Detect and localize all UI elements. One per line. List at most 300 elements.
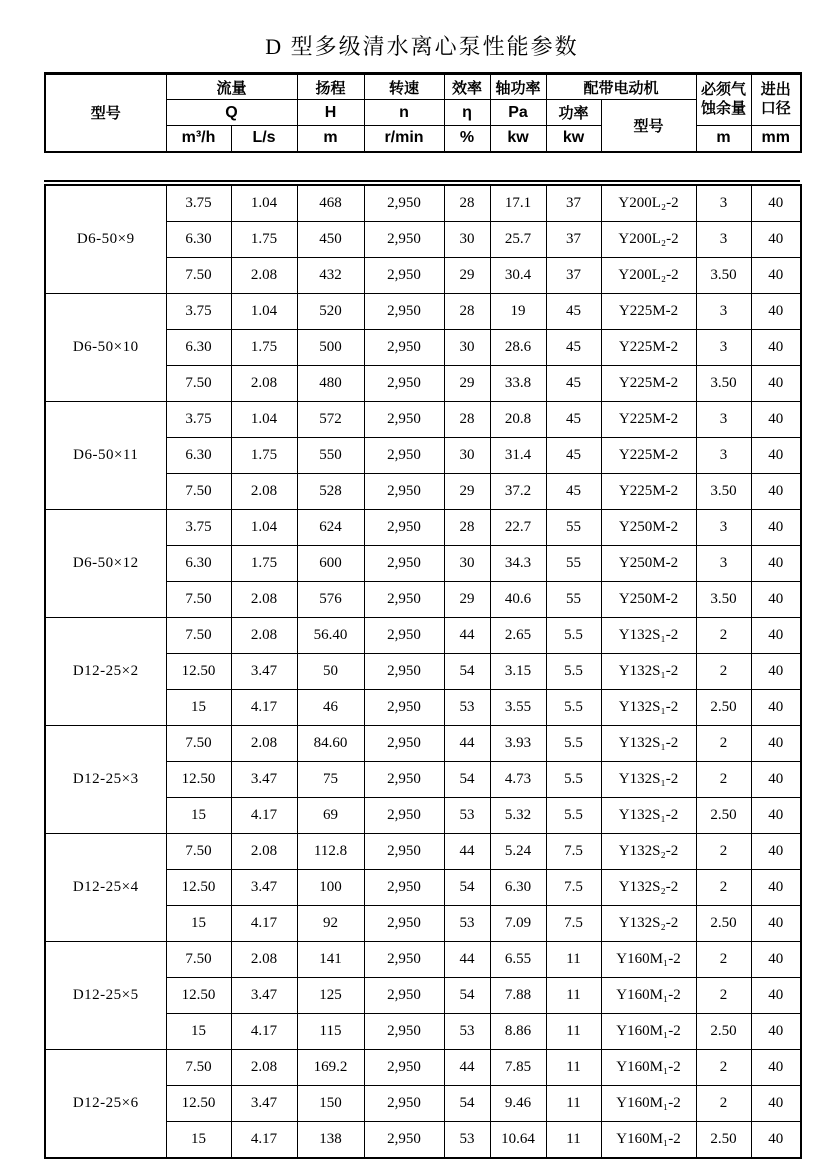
npsh-cell: 2 xyxy=(696,653,751,689)
efficiency-cell: 53 xyxy=(444,797,490,833)
shaft-power-cell: 31.4 xyxy=(490,437,546,473)
efficiency-cell: 53 xyxy=(444,1121,490,1158)
port-cell: 40 xyxy=(751,581,801,617)
table-row xyxy=(45,725,801,761)
flow-m3h-cell: 15 xyxy=(166,797,231,833)
speed-cell: 2,950 xyxy=(364,1121,444,1158)
flow-ls-cell: 1.04 xyxy=(231,401,297,437)
flow-ls-cell: 2.08 xyxy=(231,725,297,761)
port-cell: 40 xyxy=(751,473,801,509)
npsh-cell: 3.50 xyxy=(696,473,751,509)
port-cell: 40 xyxy=(751,941,801,977)
port-cell: 40 xyxy=(751,509,801,545)
motor-power-cell: 37 xyxy=(546,221,601,257)
efficiency-cell: 28 xyxy=(444,185,490,222)
shaft-power-cell: 4.73 xyxy=(490,761,546,797)
pump-model-cell: D12-25×6 xyxy=(45,1049,166,1158)
table-row xyxy=(45,401,801,437)
efficiency-cell: 30 xyxy=(444,221,490,257)
table-row xyxy=(45,941,801,977)
head-cell: 520 xyxy=(297,293,364,329)
col-header-pump-model: 型号 xyxy=(45,74,166,152)
head-cell: 624 xyxy=(297,509,364,545)
port-cell: 40 xyxy=(751,545,801,581)
flow-ls-cell: 1.75 xyxy=(231,329,297,365)
flow-ls-cell: 2.08 xyxy=(231,581,297,617)
motor-power-cell: 45 xyxy=(546,401,601,437)
flow-m3h-cell: 3.75 xyxy=(166,293,231,329)
shaft-power-cell: 25.7 xyxy=(490,221,546,257)
npsh-cell: 2.50 xyxy=(696,797,751,833)
spec-table-body xyxy=(44,184,802,1159)
head-cell: 138 xyxy=(297,1121,364,1158)
head-cell: 572 xyxy=(297,401,364,437)
speed-cell: 2,950 xyxy=(364,725,444,761)
flow-ls-cell: 3.47 xyxy=(231,1085,297,1121)
flow-m3h-cell: 15 xyxy=(166,689,231,725)
flow-m3h-cell: 12.50 xyxy=(166,869,231,905)
head-cell: 480 xyxy=(297,365,364,401)
speed-symbol: n xyxy=(364,100,444,126)
shaft-power-cell: 6.30 xyxy=(490,869,546,905)
speed-cell: 2,950 xyxy=(364,761,444,797)
efficiency-unit: % xyxy=(444,126,490,152)
flow-ls-cell: 2.08 xyxy=(231,941,297,977)
motor-power-cell: 45 xyxy=(546,437,601,473)
efficiency-cell: 30 xyxy=(444,437,490,473)
flow-m3h-cell: 3.75 xyxy=(166,509,231,545)
table-row xyxy=(45,1049,801,1085)
speed-cell: 2,950 xyxy=(364,617,444,653)
npsh-cell: 3.50 xyxy=(696,365,751,401)
port-cell: 40 xyxy=(751,797,801,833)
npsh-cell: 2 xyxy=(696,977,751,1013)
motor-power-cell: 11 xyxy=(546,977,601,1013)
port-label-line2: 口径 xyxy=(760,100,791,117)
flow-m3h-cell: 7.50 xyxy=(166,581,231,617)
col-header-npsh xyxy=(696,74,751,126)
motor-power-cell: 11 xyxy=(546,1121,601,1158)
speed-cell: 2,950 xyxy=(364,941,444,977)
npsh-cell: 2 xyxy=(696,1085,751,1121)
efficiency-cell: 53 xyxy=(444,1013,490,1049)
npsh-cell: 3.50 xyxy=(696,581,751,617)
motor-power-cell: 5.5 xyxy=(546,689,601,725)
port-cell: 40 xyxy=(751,221,801,257)
npsh-unit: m xyxy=(696,126,751,152)
motor-model-cell: Y250M-2 xyxy=(601,545,696,581)
flow-m3h-cell: 7.50 xyxy=(166,473,231,509)
port-cell: 40 xyxy=(751,869,801,905)
efficiency-cell: 44 xyxy=(444,833,490,869)
npsh-label-line1: 必须气 xyxy=(701,81,747,99)
motor-model-cell: Y200L₂-2 xyxy=(601,221,696,257)
flow-ls-cell: 4.17 xyxy=(231,797,297,833)
page-title: D 型多级清水离心泵性能参数 xyxy=(265,34,579,59)
port-cell: 40 xyxy=(751,329,801,365)
motor-model-cell: Y160M₁-2 xyxy=(601,1121,696,1158)
table-row xyxy=(45,833,801,869)
npsh-cell: 2 xyxy=(696,941,751,977)
flow-ls-cell: 3.47 xyxy=(231,977,297,1013)
col-header-shaft-power: 轴功率 xyxy=(490,74,546,100)
flow-m3h-cell: 12.50 xyxy=(166,977,231,1013)
port-cell: 40 xyxy=(751,905,801,941)
flow-ls-cell: 4.17 xyxy=(231,689,297,725)
motor-power-cell: 55 xyxy=(546,545,601,581)
npsh-cell: 2 xyxy=(696,1049,751,1085)
npsh-cell: 3 xyxy=(696,221,751,257)
flow-ls-cell: 4.17 xyxy=(231,905,297,941)
flow-m3h-cell: 6.30 xyxy=(166,221,231,257)
flow-ls-cell: 2.08 xyxy=(231,617,297,653)
port-cell: 40 xyxy=(751,401,801,437)
efficiency-cell: 29 xyxy=(444,473,490,509)
port-cell: 40 xyxy=(751,365,801,401)
head-cell: 92 xyxy=(297,905,364,941)
speed-cell: 2,950 xyxy=(364,473,444,509)
head-cell: 150 xyxy=(297,1085,364,1121)
head-cell: 600 xyxy=(297,545,364,581)
motor-model-cell: Y132S₁-2 xyxy=(601,617,696,653)
pump-model-cell: D6-50×9 xyxy=(45,185,166,294)
shaft-power-cell: 34.3 xyxy=(490,545,546,581)
head-cell: 169.2 xyxy=(297,1049,364,1085)
motor-model-cell: Y132S₁-2 xyxy=(601,797,696,833)
motor-model-cell: Y225M-2 xyxy=(601,473,696,509)
efficiency-cell: 44 xyxy=(444,941,490,977)
flow-ls-cell: 3.47 xyxy=(231,869,297,905)
speed-cell: 2,950 xyxy=(364,437,444,473)
npsh-cell: 3 xyxy=(696,329,751,365)
flow-unit-m3h: m³/h xyxy=(166,126,231,152)
npsh-cell: 2.50 xyxy=(696,905,751,941)
npsh-cell: 3 xyxy=(696,185,751,222)
speed-cell: 2,950 xyxy=(364,905,444,941)
flow-ls-cell: 4.17 xyxy=(231,1013,297,1049)
flow-ls-cell: 1.04 xyxy=(231,293,297,329)
flow-m3h-cell: 15 xyxy=(166,1121,231,1158)
speed-cell: 2,950 xyxy=(364,221,444,257)
shaft-power-cell: 19 xyxy=(490,293,546,329)
flow-m3h-cell: 7.50 xyxy=(166,257,231,293)
motor-model-cell: Y250M-2 xyxy=(601,581,696,617)
spec-table-header xyxy=(44,72,802,153)
motor-model-cell: Y132S₁-2 xyxy=(601,653,696,689)
efficiency-cell: 44 xyxy=(444,725,490,761)
table-row xyxy=(45,509,801,545)
motor-model-cell: Y132S₁-2 xyxy=(601,761,696,797)
npsh-cell: 3 xyxy=(696,509,751,545)
flow-m3h-cell: 7.50 xyxy=(166,725,231,761)
motor-power-cell: 7.5 xyxy=(546,869,601,905)
motor-power-cell: 5.5 xyxy=(546,761,601,797)
shaft-power-cell: 33.8 xyxy=(490,365,546,401)
motor-power-cell: 45 xyxy=(546,329,601,365)
table-row xyxy=(45,185,801,222)
flow-m3h-cell: 7.50 xyxy=(166,833,231,869)
npsh-cell: 3 xyxy=(696,545,751,581)
header-row-labels xyxy=(45,74,801,100)
motor-power-unit: kw xyxy=(546,126,601,152)
port-cell: 40 xyxy=(751,617,801,653)
shaft-power-cell: 10.64 xyxy=(490,1121,546,1158)
flow-ls-cell: 2.08 xyxy=(231,473,297,509)
shaft-power-cell: 37.2 xyxy=(490,473,546,509)
motor-power-cell: 45 xyxy=(546,293,601,329)
efficiency-cell: 29 xyxy=(444,257,490,293)
flow-ls-cell: 2.08 xyxy=(231,257,297,293)
efficiency-cell: 29 xyxy=(444,365,490,401)
port-cell: 40 xyxy=(751,437,801,473)
speed-cell: 2,950 xyxy=(364,329,444,365)
col-header-efficiency: 效率 xyxy=(444,74,490,100)
shaft-power-cell: 22.7 xyxy=(490,509,546,545)
shaft-power-cell: 3.93 xyxy=(490,725,546,761)
shaft-power-cell: 6.55 xyxy=(490,941,546,977)
motor-model-cell: Y160M₁-2 xyxy=(601,977,696,1013)
head-unit: m xyxy=(297,126,364,152)
motor-power-cell: 11 xyxy=(546,1049,601,1085)
flow-m3h-cell: 15 xyxy=(166,1013,231,1049)
shaft-power-cell: 20.8 xyxy=(490,401,546,437)
speed-cell: 2,950 xyxy=(364,1085,444,1121)
npsh-cell: 3 xyxy=(696,437,751,473)
motor-power-cell: 7.5 xyxy=(546,833,601,869)
flow-m3h-cell: 7.50 xyxy=(166,941,231,977)
speed-cell: 2,950 xyxy=(364,797,444,833)
port-cell: 40 xyxy=(751,689,801,725)
flow-ls-cell: 1.04 xyxy=(231,509,297,545)
flow-m3h-cell: 12.50 xyxy=(166,653,231,689)
head-cell: 432 xyxy=(297,257,364,293)
npsh-cell: 2.50 xyxy=(696,1121,751,1158)
speed-cell: 2,950 xyxy=(364,977,444,1013)
speed-cell: 2,950 xyxy=(364,293,444,329)
flow-symbol: Q xyxy=(166,100,297,126)
head-cell: 528 xyxy=(297,473,364,509)
motor-model-cell: Y200L₂-2 xyxy=(601,257,696,293)
table-row xyxy=(45,617,801,653)
flow-ls-cell: 3.47 xyxy=(231,653,297,689)
head-cell: 50 xyxy=(297,653,364,689)
motor-model-cell: Y160M₁-2 xyxy=(601,941,696,977)
flow-ls-cell: 2.08 xyxy=(231,1049,297,1085)
flow-ls-cell: 1.75 xyxy=(231,437,297,473)
head-cell: 56.40 xyxy=(297,617,364,653)
motor-power-cell: 5.5 xyxy=(546,797,601,833)
motor-model-cell: Y225M-2 xyxy=(601,401,696,437)
flow-m3h-cell: 12.50 xyxy=(166,761,231,797)
shaft-power-unit: kw xyxy=(490,126,546,152)
efficiency-cell: 30 xyxy=(444,329,490,365)
speed-cell: 2,950 xyxy=(364,689,444,725)
motor-model-cell: Y160M₁-2 xyxy=(601,1049,696,1085)
shaft-power-cell: 3.55 xyxy=(490,689,546,725)
port-cell: 40 xyxy=(751,1013,801,1049)
flow-m3h-cell: 3.75 xyxy=(166,185,231,222)
efficiency-cell: 54 xyxy=(444,653,490,689)
npsh-cell: 2 xyxy=(696,617,751,653)
flow-m3h-cell: 7.50 xyxy=(166,365,231,401)
npsh-cell: 2 xyxy=(696,761,751,797)
flow-m3h-cell: 15 xyxy=(166,905,231,941)
motor-power-cell: 37 xyxy=(546,257,601,293)
speed-cell: 2,950 xyxy=(364,257,444,293)
speed-cell: 2,950 xyxy=(364,185,444,222)
npsh-cell: 2 xyxy=(696,869,751,905)
pump-model-cell: D6-50×12 xyxy=(45,509,166,617)
flow-ls-cell: 1.75 xyxy=(231,221,297,257)
motor-model-cell: Y200L₂-2 xyxy=(601,185,696,222)
flow-ls-cell: 4.17 xyxy=(231,1121,297,1158)
motor-power-cell: 7.5 xyxy=(546,905,601,941)
motor-power-cell: 11 xyxy=(546,941,601,977)
head-cell: 450 xyxy=(297,221,364,257)
motor-model-cell: Y160M₁-2 xyxy=(601,1013,696,1049)
flow-unit-ls: L/s xyxy=(231,126,297,152)
pump-model-cell: D12-25×3 xyxy=(45,725,166,833)
pump-model-cell: D6-50×11 xyxy=(45,401,166,509)
shaft-power-cell: 8.86 xyxy=(490,1013,546,1049)
efficiency-cell: 29 xyxy=(444,581,490,617)
head-cell: 125 xyxy=(297,977,364,1013)
head-cell: 75 xyxy=(297,761,364,797)
motor-power-cell: 55 xyxy=(546,509,601,545)
npsh-cell: 2.50 xyxy=(696,689,751,725)
shaft-power-cell: 5.24 xyxy=(490,833,546,869)
port-cell: 40 xyxy=(751,1049,801,1085)
speed-cell: 2,950 xyxy=(364,869,444,905)
speed-cell: 2,950 xyxy=(364,1013,444,1049)
shaft-power-cell: 3.15 xyxy=(490,653,546,689)
shaft-power-cell: 7.88 xyxy=(490,977,546,1013)
efficiency-cell: 28 xyxy=(444,293,490,329)
port-cell: 40 xyxy=(751,725,801,761)
flow-m3h-cell: 7.50 xyxy=(166,1049,231,1085)
shaft-power-cell: 30.4 xyxy=(490,257,546,293)
head-cell: 46 xyxy=(297,689,364,725)
npsh-label-line2: 蚀余量 xyxy=(701,100,747,117)
motor-model-label: 型号 xyxy=(601,100,696,152)
flow-m3h-cell: 6.30 xyxy=(166,437,231,473)
motor-power-label: 功率 xyxy=(546,100,601,126)
efficiency-cell: 54 xyxy=(444,977,490,1013)
flow-ls-cell: 2.08 xyxy=(231,833,297,869)
col-header-motor: 配带电动机 xyxy=(546,74,696,100)
flow-m3h-cell: 6.30 xyxy=(166,545,231,581)
head-cell: 112.8 xyxy=(297,833,364,869)
col-header-port xyxy=(751,74,801,126)
port-cell: 40 xyxy=(751,257,801,293)
motor-model-cell: Y225M-2 xyxy=(601,365,696,401)
motor-power-cell: 5.5 xyxy=(546,725,601,761)
shaft-power-cell: 28.6 xyxy=(490,329,546,365)
flow-ls-cell: 1.75 xyxy=(231,545,297,581)
shaft-power-symbol: Pa xyxy=(490,100,546,126)
shaft-power-cell: 40.6 xyxy=(490,581,546,617)
motor-model-cell: Y250M-2 xyxy=(601,509,696,545)
efficiency-cell: 54 xyxy=(444,761,490,797)
motor-model-cell: Y132S₂-2 xyxy=(601,905,696,941)
motor-model-cell: Y225M-2 xyxy=(601,293,696,329)
speed-unit: r/min xyxy=(364,126,444,152)
port-cell: 40 xyxy=(751,761,801,797)
pump-model-cell: D6-50×10 xyxy=(45,293,166,401)
col-header-flow: 流量 xyxy=(166,74,297,100)
speed-cell: 2,950 xyxy=(364,545,444,581)
motor-power-cell: 5.5 xyxy=(546,617,601,653)
port-cell: 40 xyxy=(751,977,801,1013)
npsh-cell: 3 xyxy=(696,401,751,437)
head-cell: 468 xyxy=(297,185,364,222)
port-unit: mm xyxy=(751,126,801,152)
motor-model-cell: Y132S₂-2 xyxy=(601,869,696,905)
shaft-power-cell: 7.85 xyxy=(490,1049,546,1085)
head-cell: 550 xyxy=(297,437,364,473)
head-cell: 115 xyxy=(297,1013,364,1049)
flow-m3h-cell: 3.75 xyxy=(166,401,231,437)
shaft-power-cell: 5.32 xyxy=(490,797,546,833)
port-cell: 40 xyxy=(751,185,801,222)
head-cell: 84.60 xyxy=(297,725,364,761)
head-cell: 500 xyxy=(297,329,364,365)
pump-table-body xyxy=(45,185,801,1158)
npsh-cell: 2.50 xyxy=(696,1013,751,1049)
efficiency-symbol: η xyxy=(444,100,490,126)
motor-model-cell: Y225M-2 xyxy=(601,437,696,473)
shaft-power-cell: 17.1 xyxy=(490,185,546,222)
npsh-cell: 3 xyxy=(696,293,751,329)
efficiency-cell: 53 xyxy=(444,689,490,725)
speed-cell: 2,950 xyxy=(364,509,444,545)
speed-cell: 2,950 xyxy=(364,365,444,401)
shaft-power-cell: 7.09 xyxy=(490,905,546,941)
efficiency-cell: 53 xyxy=(444,905,490,941)
motor-model-cell: Y132S₁-2 xyxy=(601,725,696,761)
speed-cell: 2,950 xyxy=(364,581,444,617)
motor-model-cell: Y132S₂-2 xyxy=(601,833,696,869)
efficiency-cell: 28 xyxy=(444,401,490,437)
shaft-power-cell: 9.46 xyxy=(490,1085,546,1121)
head-symbol: H xyxy=(297,100,364,126)
flow-ls-cell: 2.08 xyxy=(231,365,297,401)
port-cell: 40 xyxy=(751,653,801,689)
efficiency-cell: 44 xyxy=(444,617,490,653)
head-cell: 576 xyxy=(297,581,364,617)
head-cell: 141 xyxy=(297,941,364,977)
motor-power-cell: 11 xyxy=(546,1013,601,1049)
speed-cell: 2,950 xyxy=(364,401,444,437)
efficiency-cell: 28 xyxy=(444,509,490,545)
port-cell: 40 xyxy=(751,1085,801,1121)
port-cell: 40 xyxy=(751,1121,801,1158)
motor-power-cell: 55 xyxy=(546,581,601,617)
efficiency-cell: 30 xyxy=(444,545,490,581)
npsh-cell: 3.50 xyxy=(696,257,751,293)
speed-cell: 2,950 xyxy=(364,1049,444,1085)
speed-cell: 2,950 xyxy=(364,653,444,689)
flow-m3h-cell: 7.50 xyxy=(166,617,231,653)
flow-ls-cell: 3.47 xyxy=(231,761,297,797)
motor-model-cell: Y225M-2 xyxy=(601,329,696,365)
motor-model-cell: Y132S₁-2 xyxy=(601,689,696,725)
motor-power-cell: 45 xyxy=(546,473,601,509)
flow-ls-cell: 1.04 xyxy=(231,185,297,222)
shaft-power-cell: 2.65 xyxy=(490,617,546,653)
port-cell: 40 xyxy=(751,293,801,329)
npsh-cell: 2 xyxy=(696,833,751,869)
